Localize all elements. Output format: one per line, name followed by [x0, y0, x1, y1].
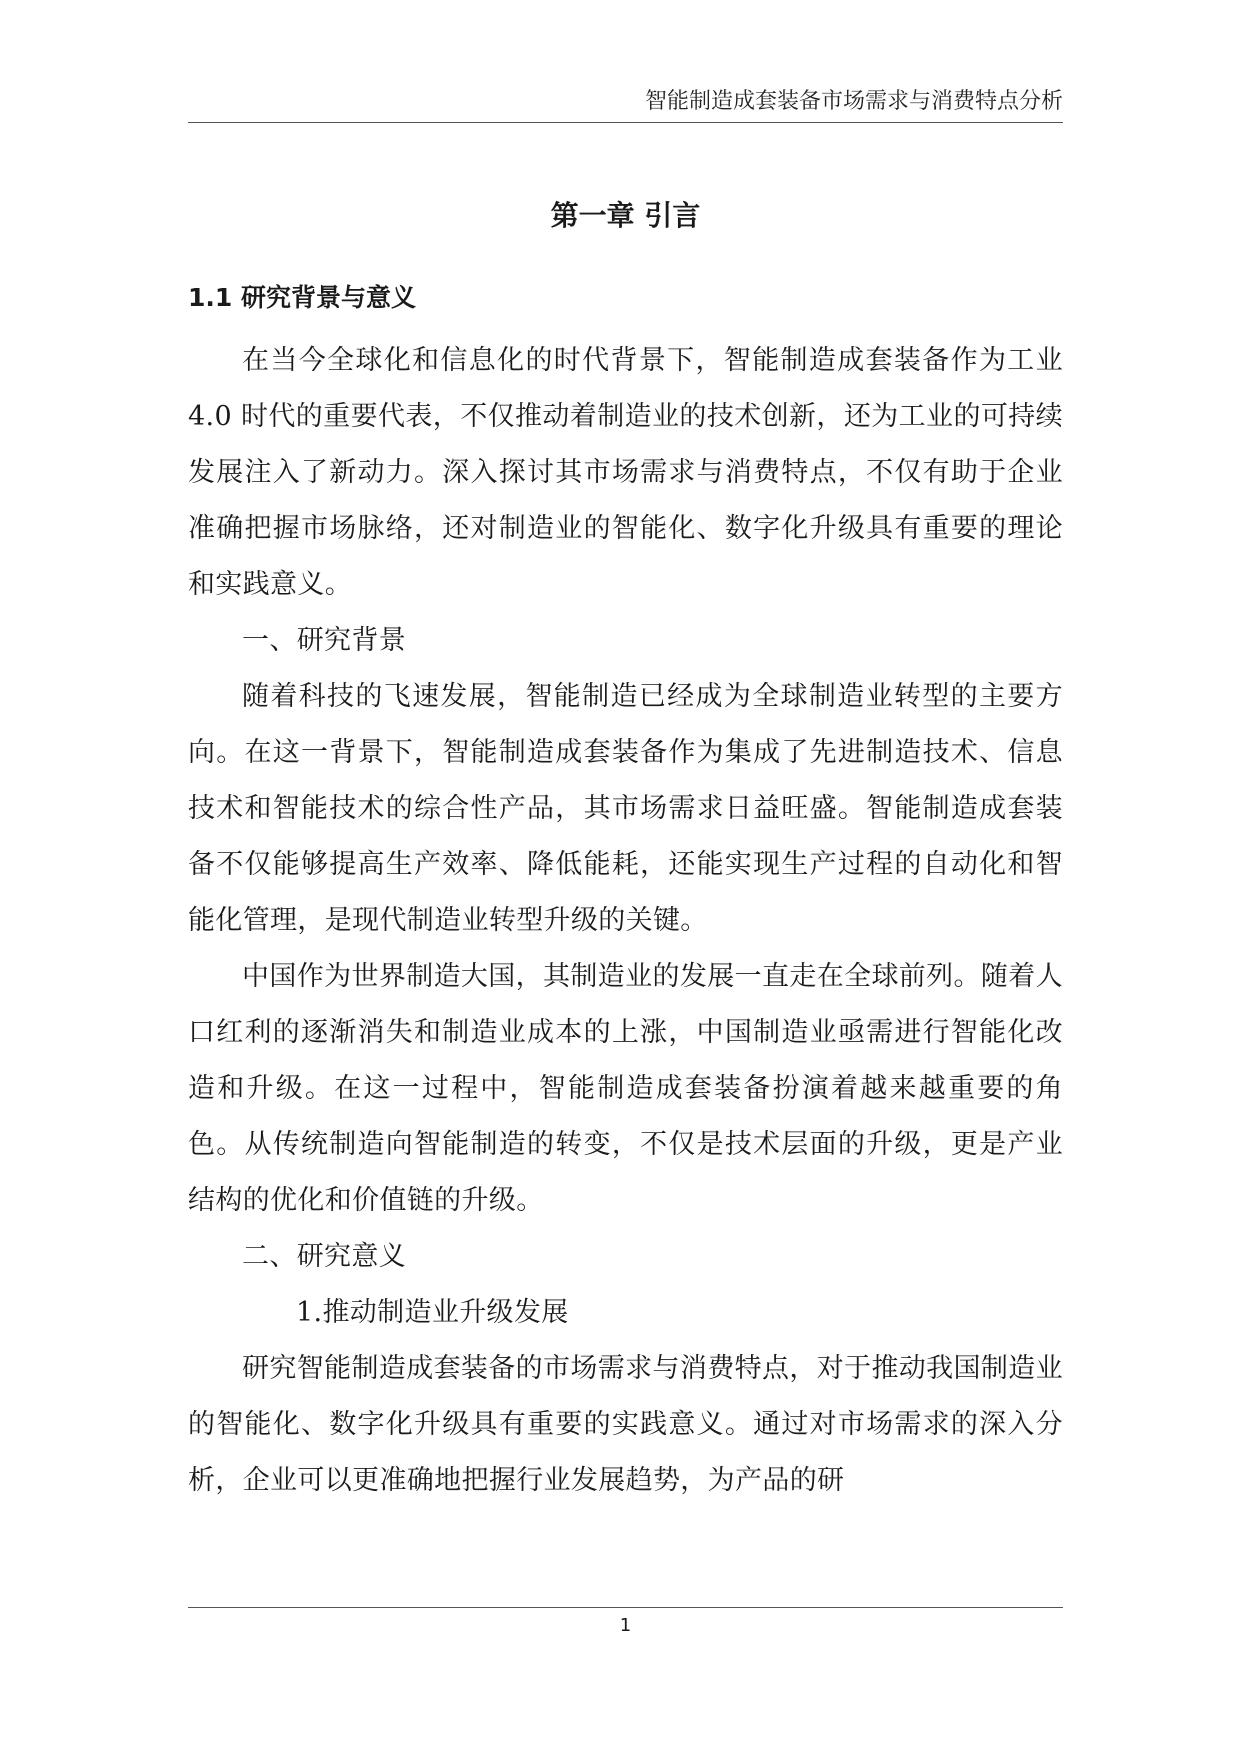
subheading-research-significance: 二、研究意义 [242, 1241, 407, 1272]
paragraph-significance-1: 研究智能制造成套装备的市场需求与消费特点，对于推动我国制造业的智能化、数字化升级具有重要的实践意义。通过对市场需求的深入分析，企业可以更准确地把握行业发展趋势，为产品的研 [188, 1353, 1063, 1496]
body-text [188, 333, 1063, 1509]
running-footer [188, 1607, 1063, 1640]
paragraph-background-2: 中国作为世界制造大国，其制造业的发展一直走在全球前列。随着人口红利的逐渐消失和制造业成本的上涨，中国制造业亟需进行智能化改造和升级。在这一过程中，智能制造成套装备扮演着越来越重要的角色。从传统制造向智能制造的转变，不仅是技术层面的升级，更是产业结构的优化和价值链的升级。 [188, 961, 1063, 1216]
section-heading: 1.1 研究背景与意义 [188, 283, 416, 312]
page-number: 1 [619, 1615, 632, 1636]
running-header-title: 智能制造成套装备市场需求与消费特点分析 [644, 89, 1063, 114]
chapter-title: 第一章 引言 [550, 199, 701, 232]
subheading-promote-upgrade: 1.推动制造业升级发展 [296, 1297, 569, 1328]
running-header [188, 82, 1063, 123]
subheading-research-background: 一、研究背景 [242, 625, 407, 656]
paragraph-background-1: 随着科技的飞速发展，智能制造已经成为全球制造业转型的主要方向。在这一背景下，智能制造成套装备作为集成了先进制造技术、信息技术和智能技术的综合性产品，其市场需求日益旺盛。智能制造成套装备不仅能够提高生产效率、降低能耗，还能实现生产过程的自动化和智能化管理，是现代制造业转型升级的关键。 [188, 681, 1063, 936]
paragraph-intro: 在当今全球化和信息化的时代背景下，智能制造成套装备作为工业 4.0 时代的重要代表，不仅推动着制造业的技术创新，还为工业的可持续发展注入了新动力。深入探讨其市场需求与消费特点，不仅有助于企业准确把握市场脉络，还对制造业的智能化、数字化升级具有重要的理论和实践意义。 [188, 345, 1063, 600]
